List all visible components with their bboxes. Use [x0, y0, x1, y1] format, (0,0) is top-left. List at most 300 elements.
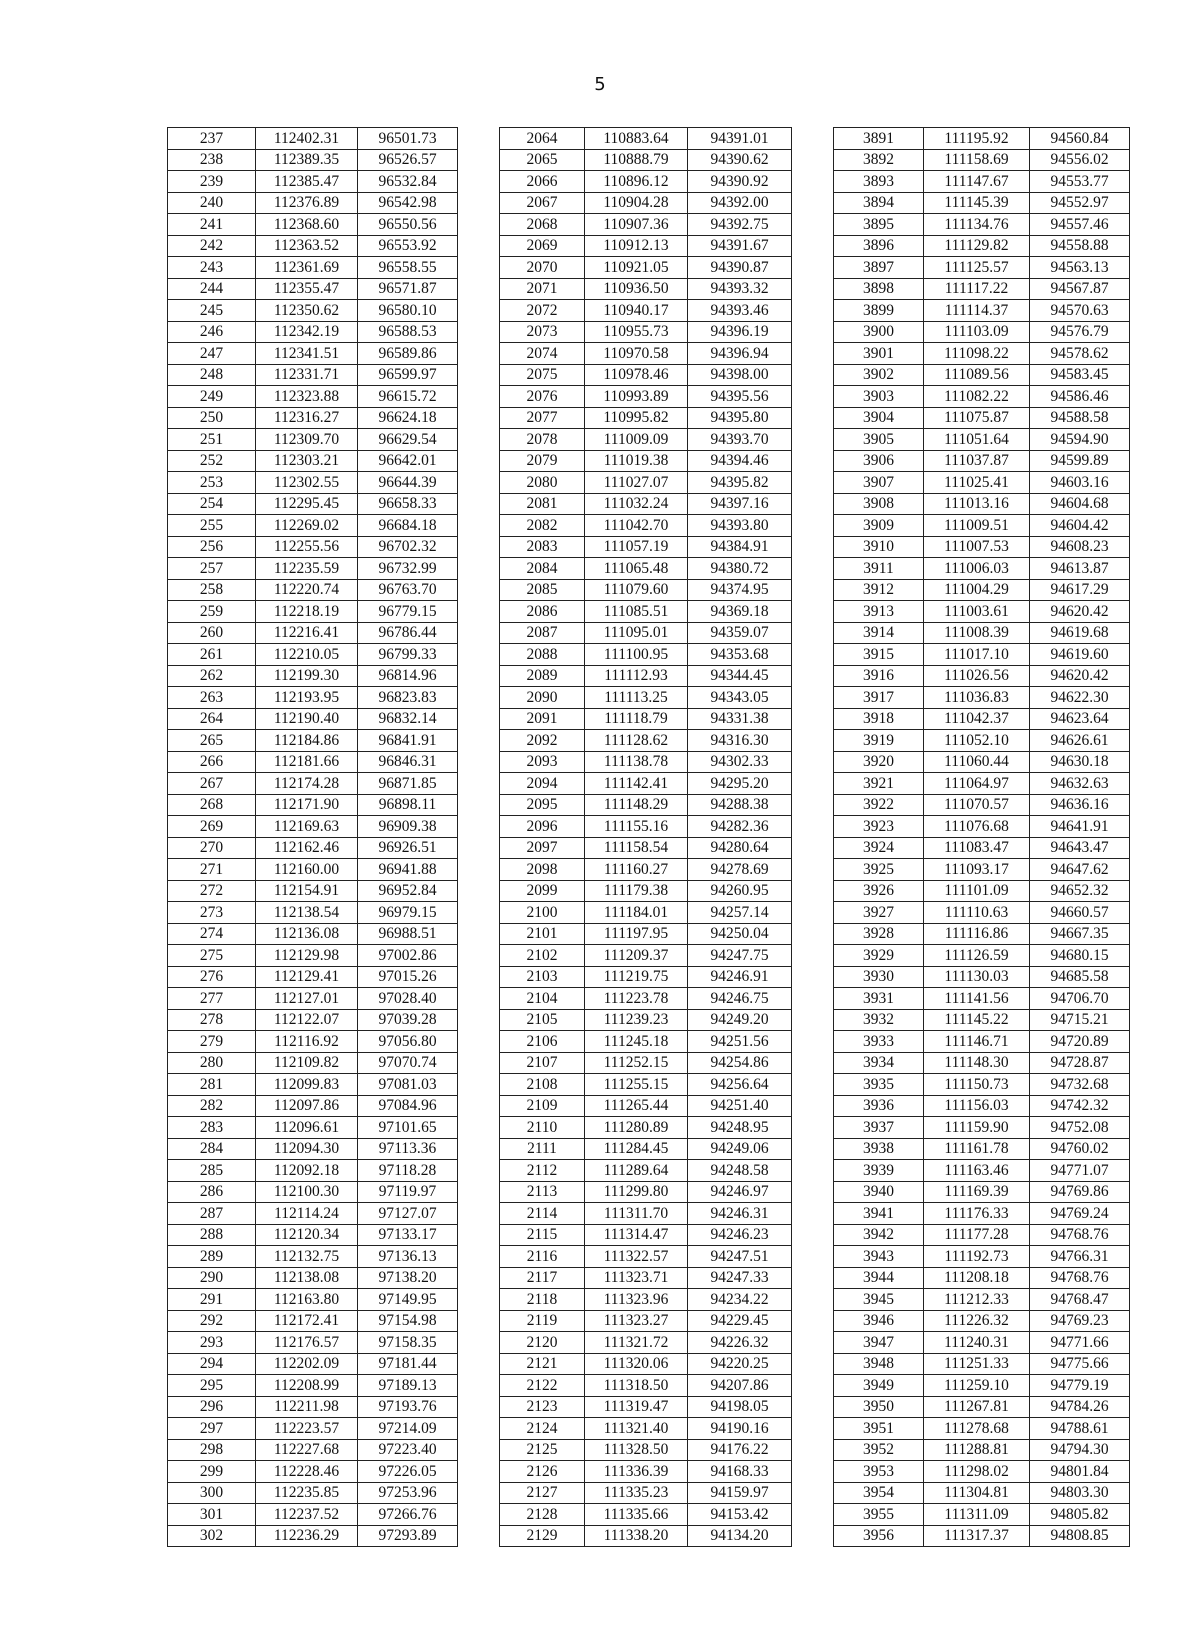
point-number-cell: 3898 — [834, 278, 924, 300]
x-coordinate-cell: 111025.41 — [924, 472, 1030, 494]
point-number-cell: 3950 — [834, 1396, 924, 1418]
table-row — [500, 988, 792, 1010]
table-row — [500, 450, 792, 472]
x-coordinate-cell: 111085.51 — [585, 601, 688, 623]
table-row — [500, 794, 792, 816]
table-row — [168, 1504, 458, 1526]
y-coordinate-cell: 96702.32 — [358, 536, 458, 558]
point-number-cell: 3918 — [834, 708, 924, 730]
x-coordinate-cell: 111317.37 — [924, 1525, 1030, 1547]
table-row — [834, 816, 1130, 838]
point-number-cell: 2081 — [500, 493, 585, 515]
table-row — [168, 407, 458, 429]
y-coordinate-cell: 94706.70 — [1030, 988, 1130, 1010]
x-coordinate-cell: 111323.96 — [585, 1289, 688, 1311]
y-coordinate-cell: 94732.68 — [1030, 1074, 1130, 1096]
table-row — [168, 1461, 458, 1483]
x-coordinate-cell: 111259.10 — [924, 1375, 1030, 1397]
table-row — [834, 278, 1130, 300]
table-row — [834, 1396, 1130, 1418]
point-number-cell: 2095 — [500, 794, 585, 816]
point-number-cell: 293 — [168, 1332, 256, 1354]
table-row — [168, 1375, 458, 1397]
point-number-cell: 260 — [168, 622, 256, 644]
x-coordinate-cell: 111208.18 — [924, 1267, 1030, 1289]
point-number-cell: 3899 — [834, 300, 924, 322]
table-row — [168, 622, 458, 644]
point-number-cell: 252 — [168, 450, 256, 472]
x-coordinate-cell: 111311.09 — [924, 1504, 1030, 1526]
y-coordinate-cell: 94395.82 — [688, 472, 792, 494]
point-number-cell: 284 — [168, 1138, 256, 1160]
y-coordinate-cell: 94254.86 — [688, 1052, 792, 1074]
point-number-cell: 3936 — [834, 1095, 924, 1117]
y-coordinate-cell: 97293.89 — [358, 1525, 458, 1547]
x-coordinate-cell: 111130.03 — [924, 966, 1030, 988]
y-coordinate-cell: 97101.65 — [358, 1117, 458, 1139]
point-number-cell: 298 — [168, 1439, 256, 1461]
point-number-cell: 3928 — [834, 923, 924, 945]
y-coordinate-cell: 94391.01 — [688, 128, 792, 150]
point-number-cell: 3902 — [834, 364, 924, 386]
y-coordinate-cell: 94620.42 — [1030, 601, 1130, 623]
table-row — [500, 1353, 792, 1375]
y-coordinate-cell: 96941.88 — [358, 859, 458, 881]
y-coordinate-cell: 94760.02 — [1030, 1138, 1130, 1160]
point-number-cell: 3926 — [834, 880, 924, 902]
point-number-cell: 2104 — [500, 988, 585, 1010]
x-coordinate-cell: 111118.79 — [585, 708, 688, 730]
x-coordinate-cell: 111320.06 — [585, 1353, 688, 1375]
table-row — [168, 386, 458, 408]
x-coordinate-cell: 112303.21 — [256, 450, 358, 472]
x-coordinate-cell: 111226.32 — [924, 1310, 1030, 1332]
x-coordinate-cell: 111298.02 — [924, 1461, 1030, 1483]
y-coordinate-cell: 94256.64 — [688, 1074, 792, 1096]
y-coordinate-cell: 94343.05 — [688, 687, 792, 709]
page-number: 5 — [594, 74, 606, 95]
y-coordinate-cell: 94395.56 — [688, 386, 792, 408]
point-number-cell: 276 — [168, 966, 256, 988]
table-row — [168, 257, 458, 279]
y-coordinate-cell: 96658.33 — [358, 493, 458, 515]
y-coordinate-cell: 97223.40 — [358, 1439, 458, 1461]
table-row — [168, 1095, 458, 1117]
y-coordinate-cell: 94246.91 — [688, 966, 792, 988]
x-coordinate-cell: 111089.56 — [924, 364, 1030, 386]
table-row — [834, 450, 1130, 472]
y-coordinate-cell: 94282.36 — [688, 816, 792, 838]
point-number-cell: 3949 — [834, 1375, 924, 1397]
point-number-cell: 2085 — [500, 579, 585, 601]
table-row — [168, 149, 458, 171]
y-coordinate-cell: 94247.33 — [688, 1267, 792, 1289]
x-coordinate-cell: 111019.38 — [585, 450, 688, 472]
table-row — [168, 687, 458, 709]
table-row — [168, 579, 458, 601]
y-coordinate-cell: 97266.76 — [358, 1504, 458, 1526]
y-coordinate-cell: 94280.64 — [688, 837, 792, 859]
table-row — [168, 1224, 458, 1246]
point-number-cell: 275 — [168, 945, 256, 967]
point-number-cell: 3905 — [834, 429, 924, 451]
y-coordinate-cell: 94766.31 — [1030, 1246, 1130, 1268]
x-coordinate-cell: 111335.66 — [585, 1504, 688, 1526]
x-coordinate-cell: 111321.72 — [585, 1332, 688, 1354]
y-coordinate-cell: 94720.89 — [1030, 1031, 1130, 1053]
point-number-cell: 2129 — [500, 1525, 585, 1547]
x-coordinate-cell: 111006.03 — [924, 558, 1030, 580]
x-coordinate-cell: 111155.16 — [585, 816, 688, 838]
x-coordinate-cell: 112138.08 — [256, 1267, 358, 1289]
x-coordinate-cell: 112136.08 — [256, 923, 358, 945]
x-coordinate-cell: 111338.20 — [585, 1525, 688, 1547]
table-row — [500, 1332, 792, 1354]
x-coordinate-cell: 111288.81 — [924, 1439, 1030, 1461]
point-number-cell: 258 — [168, 579, 256, 601]
point-number-cell: 2125 — [500, 1439, 585, 1461]
y-coordinate-cell: 97002.86 — [358, 945, 458, 967]
table-row — [168, 1396, 458, 1418]
point-number-cell: 3947 — [834, 1332, 924, 1354]
point-number-cell: 2109 — [500, 1095, 585, 1117]
table-row — [500, 1375, 792, 1397]
y-coordinate-cell: 94578.62 — [1030, 343, 1130, 365]
x-coordinate-cell: 111004.29 — [924, 579, 1030, 601]
x-coordinate-cell: 111284.45 — [585, 1138, 688, 1160]
point-number-cell: 3921 — [834, 773, 924, 795]
point-number-cell: 2126 — [500, 1461, 585, 1483]
coordinate-table-2 — [499, 127, 792, 1547]
table-row — [168, 945, 458, 967]
x-coordinate-cell: 111163.46 — [924, 1160, 1030, 1182]
x-coordinate-cell: 111240.31 — [924, 1332, 1030, 1354]
point-number-cell: 245 — [168, 300, 256, 322]
y-coordinate-cell: 94344.45 — [688, 665, 792, 687]
x-coordinate-cell: 111070.57 — [924, 794, 1030, 816]
x-coordinate-cell: 111245.18 — [585, 1031, 688, 1053]
table-row — [834, 407, 1130, 429]
y-coordinate-cell: 94752.08 — [1030, 1117, 1130, 1139]
x-coordinate-cell: 112302.55 — [256, 472, 358, 494]
point-number-cell: 3951 — [834, 1418, 924, 1440]
table-row — [834, 1095, 1130, 1117]
point-number-cell: 2124 — [500, 1418, 585, 1440]
y-coordinate-cell: 94392.00 — [688, 192, 792, 214]
table-row — [500, 1310, 792, 1332]
x-coordinate-cell: 112160.00 — [256, 859, 358, 881]
x-coordinate-cell: 110940.17 — [585, 300, 688, 322]
table-row — [168, 1418, 458, 1440]
table-row — [500, 515, 792, 537]
y-coordinate-cell: 96846.31 — [358, 751, 458, 773]
table-row — [500, 214, 792, 236]
table-row — [834, 665, 1130, 687]
table-row — [500, 407, 792, 429]
point-number-cell: 2069 — [500, 235, 585, 257]
y-coordinate-cell: 94641.91 — [1030, 816, 1130, 838]
x-coordinate-cell: 112120.34 — [256, 1224, 358, 1246]
table-row — [834, 1181, 1130, 1203]
x-coordinate-cell: 111095.01 — [585, 622, 688, 644]
point-number-cell: 2119 — [500, 1310, 585, 1332]
x-coordinate-cell: 112228.46 — [256, 1461, 358, 1483]
x-coordinate-cell: 112127.01 — [256, 988, 358, 1010]
point-number-cell: 2099 — [500, 880, 585, 902]
y-coordinate-cell: 94768.47 — [1030, 1289, 1130, 1311]
table-row — [834, 859, 1130, 881]
point-number-cell: 3945 — [834, 1289, 924, 1311]
table-row — [834, 515, 1130, 537]
x-coordinate-cell: 111159.90 — [924, 1117, 1030, 1139]
table-row — [834, 988, 1130, 1010]
point-number-cell: 270 — [168, 837, 256, 859]
point-number-cell: 3955 — [834, 1504, 924, 1526]
table-row — [500, 837, 792, 859]
point-number-cell: 2107 — [500, 1052, 585, 1074]
y-coordinate-cell: 94246.23 — [688, 1224, 792, 1246]
point-number-cell: 2102 — [500, 945, 585, 967]
point-number-cell: 2077 — [500, 407, 585, 429]
point-number-cell: 2074 — [500, 343, 585, 365]
point-number-cell: 3952 — [834, 1439, 924, 1461]
y-coordinate-cell: 94207.86 — [688, 1375, 792, 1397]
y-coordinate-cell: 96779.15 — [358, 601, 458, 623]
y-coordinate-cell: 94769.23 — [1030, 1310, 1130, 1332]
x-coordinate-cell: 111278.68 — [924, 1418, 1030, 1440]
table-row — [500, 149, 792, 171]
x-coordinate-cell: 111304.81 — [924, 1482, 1030, 1504]
x-coordinate-cell: 112316.27 — [256, 407, 358, 429]
y-coordinate-cell: 94604.42 — [1030, 515, 1130, 537]
point-number-cell: 281 — [168, 1074, 256, 1096]
table-row — [500, 665, 792, 687]
y-coordinate-cell: 94626.61 — [1030, 730, 1130, 752]
table-row — [500, 278, 792, 300]
y-coordinate-cell: 94396.94 — [688, 343, 792, 365]
x-coordinate-cell: 111129.82 — [924, 235, 1030, 257]
table-row — [834, 579, 1130, 601]
x-coordinate-cell: 111007.53 — [924, 536, 1030, 558]
table-row — [168, 321, 458, 343]
point-number-cell: 3894 — [834, 192, 924, 214]
point-number-cell: 299 — [168, 1461, 256, 1483]
x-coordinate-cell: 111150.73 — [924, 1074, 1030, 1096]
x-coordinate-cell: 111219.75 — [585, 966, 688, 988]
point-number-cell: 3937 — [834, 1117, 924, 1139]
y-coordinate-cell: 94226.32 — [688, 1332, 792, 1354]
y-coordinate-cell: 94398.00 — [688, 364, 792, 386]
table-row — [834, 429, 1130, 451]
y-coordinate-cell: 94394.46 — [688, 450, 792, 472]
table-row — [834, 1482, 1130, 1504]
x-coordinate-cell: 112223.57 — [256, 1418, 358, 1440]
table-row — [168, 171, 458, 193]
point-number-cell: 279 — [168, 1031, 256, 1053]
table-row — [500, 1525, 792, 1547]
table-row — [168, 816, 458, 838]
point-number-cell: 3948 — [834, 1353, 924, 1375]
table-row — [834, 751, 1130, 773]
y-coordinate-cell: 94567.87 — [1030, 278, 1130, 300]
point-number-cell: 3935 — [834, 1074, 924, 1096]
x-coordinate-cell: 110896.12 — [585, 171, 688, 193]
table-row — [834, 730, 1130, 752]
point-number-cell: 285 — [168, 1160, 256, 1182]
x-coordinate-cell: 111148.29 — [585, 794, 688, 816]
y-coordinate-cell: 94588.58 — [1030, 407, 1130, 429]
point-number-cell: 261 — [168, 644, 256, 666]
table-row — [168, 1310, 458, 1332]
x-coordinate-cell: 111117.22 — [924, 278, 1030, 300]
table-row — [834, 386, 1130, 408]
point-number-cell: 268 — [168, 794, 256, 816]
table-row — [834, 622, 1130, 644]
point-number-cell: 247 — [168, 343, 256, 365]
x-coordinate-cell: 111319.47 — [585, 1396, 688, 1418]
point-number-cell: 3910 — [834, 536, 924, 558]
y-coordinate-cell: 94622.30 — [1030, 687, 1130, 709]
point-number-cell: 3932 — [834, 1009, 924, 1031]
table-row — [500, 1052, 792, 1074]
y-coordinate-cell: 97028.40 — [358, 988, 458, 1010]
x-coordinate-cell: 112154.91 — [256, 880, 358, 902]
point-number-cell: 2116 — [500, 1246, 585, 1268]
table-row — [500, 493, 792, 515]
y-coordinate-cell: 94396.19 — [688, 321, 792, 343]
y-coordinate-cell: 96909.38 — [358, 816, 458, 838]
table-row — [834, 1246, 1130, 1268]
point-number-cell: 2064 — [500, 128, 585, 150]
point-number-cell: 3922 — [834, 794, 924, 816]
y-coordinate-cell: 94680.15 — [1030, 945, 1130, 967]
y-coordinate-cell: 94384.91 — [688, 536, 792, 558]
y-coordinate-cell: 94808.85 — [1030, 1525, 1130, 1547]
x-coordinate-cell: 111141.56 — [924, 988, 1030, 1010]
x-coordinate-cell: 111299.80 — [585, 1181, 688, 1203]
table-row — [834, 794, 1130, 816]
point-number-cell: 3907 — [834, 472, 924, 494]
point-number-cell: 272 — [168, 880, 256, 902]
table-row — [500, 923, 792, 945]
y-coordinate-cell: 94660.57 — [1030, 902, 1130, 924]
x-coordinate-cell: 111158.54 — [585, 837, 688, 859]
table-row — [168, 364, 458, 386]
point-number-cell: 3912 — [834, 579, 924, 601]
table-row — [834, 1525, 1130, 1547]
x-coordinate-cell: 111212.33 — [924, 1289, 1030, 1311]
table-row — [168, 644, 458, 666]
table-row — [500, 1482, 792, 1504]
y-coordinate-cell: 94558.88 — [1030, 235, 1130, 257]
x-coordinate-cell: 112402.31 — [256, 128, 358, 150]
point-number-cell: 2071 — [500, 278, 585, 300]
x-coordinate-cell: 111098.22 — [924, 343, 1030, 365]
point-number-cell: 3891 — [834, 128, 924, 150]
point-number-cell: 2089 — [500, 665, 585, 687]
y-coordinate-cell: 94769.86 — [1030, 1181, 1130, 1203]
table-row — [168, 214, 458, 236]
table-row — [834, 192, 1130, 214]
point-number-cell: 280 — [168, 1052, 256, 1074]
y-coordinate-cell: 94636.16 — [1030, 794, 1130, 816]
x-coordinate-cell: 111032.24 — [585, 493, 688, 515]
y-coordinate-cell: 97214.09 — [358, 1418, 458, 1440]
point-number-cell: 3920 — [834, 751, 924, 773]
x-coordinate-cell: 111328.50 — [585, 1439, 688, 1461]
x-coordinate-cell: 111008.39 — [924, 622, 1030, 644]
point-number-cell: 3909 — [834, 515, 924, 537]
table-row — [834, 1138, 1130, 1160]
table-row — [500, 364, 792, 386]
x-coordinate-cell: 112218.19 — [256, 601, 358, 623]
y-coordinate-cell: 94395.80 — [688, 407, 792, 429]
point-number-cell: 2114 — [500, 1203, 585, 1225]
coordinate-table-3 — [833, 127, 1130, 1547]
x-coordinate-cell: 112092.18 — [256, 1160, 358, 1182]
point-number-cell: 3919 — [834, 730, 924, 752]
y-coordinate-cell: 96589.86 — [358, 343, 458, 365]
x-coordinate-cell: 112376.89 — [256, 192, 358, 214]
point-number-cell: 3939 — [834, 1160, 924, 1182]
coordinate-table-1 — [167, 127, 458, 1547]
y-coordinate-cell: 97127.07 — [358, 1203, 458, 1225]
table-row — [500, 816, 792, 838]
y-coordinate-cell: 96599.97 — [358, 364, 458, 386]
table-row — [168, 235, 458, 257]
table-row — [168, 1074, 458, 1096]
table-row — [500, 429, 792, 451]
table-row — [834, 1332, 1130, 1354]
x-coordinate-cell: 111145.22 — [924, 1009, 1030, 1031]
table-row — [834, 1289, 1130, 1311]
point-number-cell: 2094 — [500, 773, 585, 795]
point-number-cell: 3914 — [834, 622, 924, 644]
y-coordinate-cell: 96553.92 — [358, 235, 458, 257]
x-coordinate-cell: 112099.83 — [256, 1074, 358, 1096]
x-coordinate-cell: 111321.40 — [585, 1418, 688, 1440]
y-coordinate-cell: 94249.20 — [688, 1009, 792, 1031]
y-coordinate-cell: 94278.69 — [688, 859, 792, 881]
table-row — [834, 235, 1130, 257]
y-coordinate-cell: 96763.70 — [358, 579, 458, 601]
y-coordinate-cell: 94552.97 — [1030, 192, 1130, 214]
y-coordinate-cell: 94652.32 — [1030, 880, 1130, 902]
point-number-cell: 3911 — [834, 558, 924, 580]
point-number-cell: 271 — [168, 859, 256, 881]
point-number-cell: 3915 — [834, 644, 924, 666]
y-coordinate-cell: 94295.20 — [688, 773, 792, 795]
table-row — [500, 730, 792, 752]
x-coordinate-cell: 112132.75 — [256, 1246, 358, 1268]
x-coordinate-cell: 110970.58 — [585, 343, 688, 365]
point-number-cell: 241 — [168, 214, 256, 236]
point-number-cell: 3904 — [834, 407, 924, 429]
y-coordinate-cell: 96786.44 — [358, 622, 458, 644]
x-coordinate-cell: 111323.27 — [585, 1310, 688, 1332]
table-row — [834, 687, 1130, 709]
y-coordinate-cell: 94784.26 — [1030, 1396, 1130, 1418]
table-row — [834, 1052, 1130, 1074]
table-row — [500, 1224, 792, 1246]
x-coordinate-cell: 112184.86 — [256, 730, 358, 752]
y-coordinate-cell: 96580.10 — [358, 300, 458, 322]
table-row — [834, 128, 1130, 150]
y-coordinate-cell: 94556.02 — [1030, 149, 1130, 171]
x-coordinate-cell: 111158.69 — [924, 149, 1030, 171]
y-coordinate-cell: 94715.21 — [1030, 1009, 1130, 1031]
point-number-cell: 2120 — [500, 1332, 585, 1354]
